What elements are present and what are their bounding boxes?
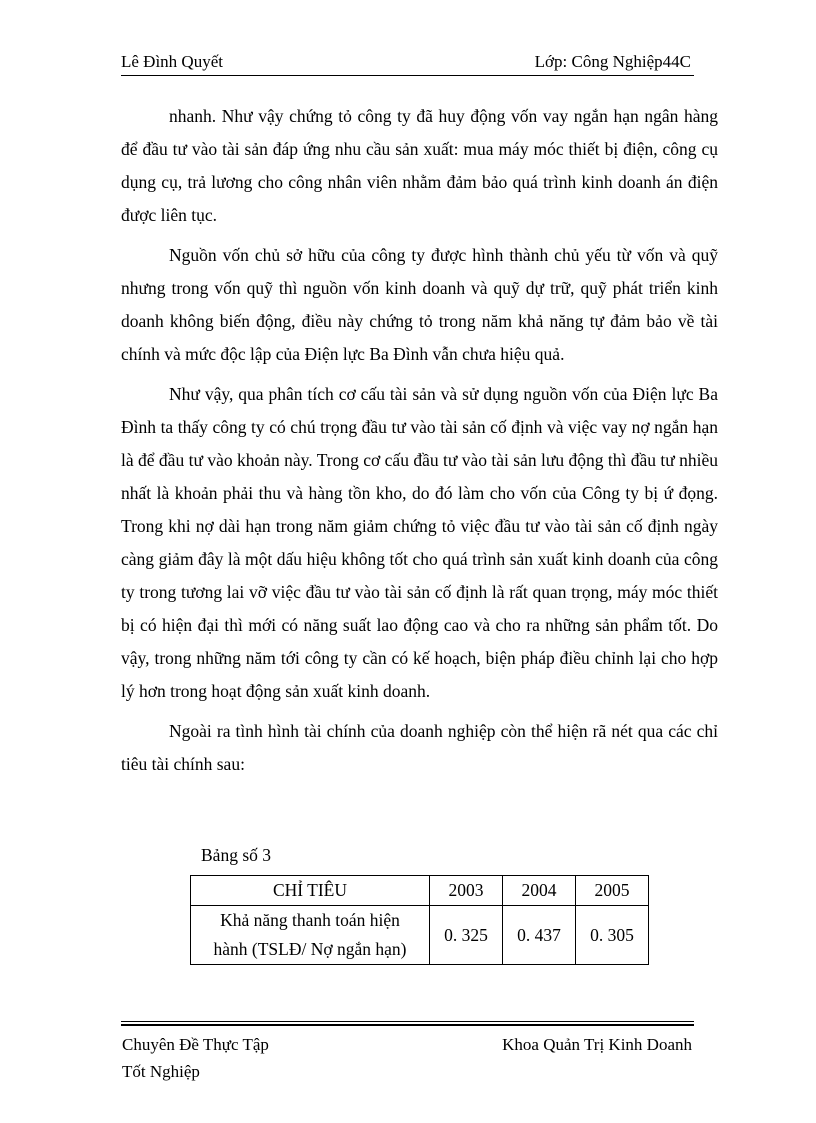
table-cell: 0. 325 <box>430 906 503 965</box>
footer-left-line: Chuyên Đề Thực Tập <box>122 1035 269 1054</box>
header-class: Lớp: Công Nghiệp44C <box>534 52 691 71</box>
financial-ratio-table <box>190 875 649 965</box>
table-caption: Bảng số 3 <box>201 845 271 865</box>
page-header <box>121 50 694 76</box>
table-cell: 0. 305 <box>576 906 649 965</box>
table-row-label <box>191 906 430 965</box>
table-header-row <box>191 876 649 906</box>
footer-rule-thick <box>121 1024 694 1026</box>
paragraph-1: nhanh. Như vậy chứng tỏ công ty đã huy động vốn vay ngắn hạn ngân hàng để đầu tư vào tài sản đáp ứng nhu cầu sản xuất: mua máy móc thiết bị điện, công cụ dụng cụ, trả lương cho công nhân viên nhằm đảm bảo quá trình kinh doanh án điện được liên tục. <box>121 106 718 225</box>
footer-left <box>122 1031 322 1085</box>
header-author: Lê Đình Quyết <box>121 52 223 71</box>
paragraph-2: Nguồn vốn chủ sở hữu của công ty được hình thành chủ yếu từ vốn và quỹ nhưng trong vốn quỹ thì nguồn vốn kinh doanh và quỹ dự trữ, quỹ phát triển kinh doanh không biến động, điều này chứng tỏ trong năm khả năng tự đảm bảo về tài chính và mức độc lập của Điện lực Ba Đình vẫn chưa hiệu quả. <box>121 245 718 364</box>
table-header-cell: CHỈ TIÊU <box>191 876 430 906</box>
table-header-cell: 2005 <box>576 876 649 906</box>
footer-rule <box>121 1021 694 1022</box>
document-body <box>121 100 718 788</box>
table-header-cell: 2003 <box>430 876 503 906</box>
table-row-label-line: hành (TSLĐ/ Nợ ngắn hạn) <box>213 939 407 959</box>
table-cell: 0. 437 <box>503 906 576 965</box>
paragraph-3: Như vậy, qua phân tích cơ cấu tài sản và sử dụng nguồn vốn của Điện lực Ba Đình ta thấy công ty có chú trọng đầu tư vào tài sản cố định và việc vay nợ ngắn hạn là để đầu tư vào khoản này. Trong cơ cấu đầu tư vào tài sản lưu động thì đầu tư nhiều nhất là khoản phải thu và hàng tồn kho, do đó làm cho vốn của Công ty bị ứ đọng. Trong khi nợ dài hạn trong năm giảm chứng tỏ việc đầu tư vào tài sản cố định ngày càng giảm đây là một dấu hiệu không tốt cho quá trình sản xuất kinh doanh của công ty trong tương lai vỡ việc đầu tư vào tài sản cố định là rất quan trọng, máy móc thiết bị có hiện đại thì mới có năng suất lao động cao và cho ra những sản phẩm tốt. Do vậy, trong những năm tới công ty cần có kế hoạch, biện pháp điều chỉnh lại cho hợp lý hơn trong hoạt động sản xuất kinh doanh. <box>121 384 718 701</box>
table-row <box>191 906 649 965</box>
table-header-cell: 2004 <box>503 876 576 906</box>
footer-right: Khoa Quản Trị Kinh Doanh <box>502 1035 692 1054</box>
page-footer <box>121 1021 694 1081</box>
paragraph-4: Ngoài ra tình hình tài chính của doanh nghiệp còn thể hiện rã nét qua các chỉ tiêu tài chính sau: <box>121 721 718 774</box>
table-row-label-line: Khả năng thanh toán hiện <box>220 910 400 930</box>
header-rule <box>121 75 694 76</box>
footer-left-line: Tốt Nghiệp <box>122 1062 200 1081</box>
